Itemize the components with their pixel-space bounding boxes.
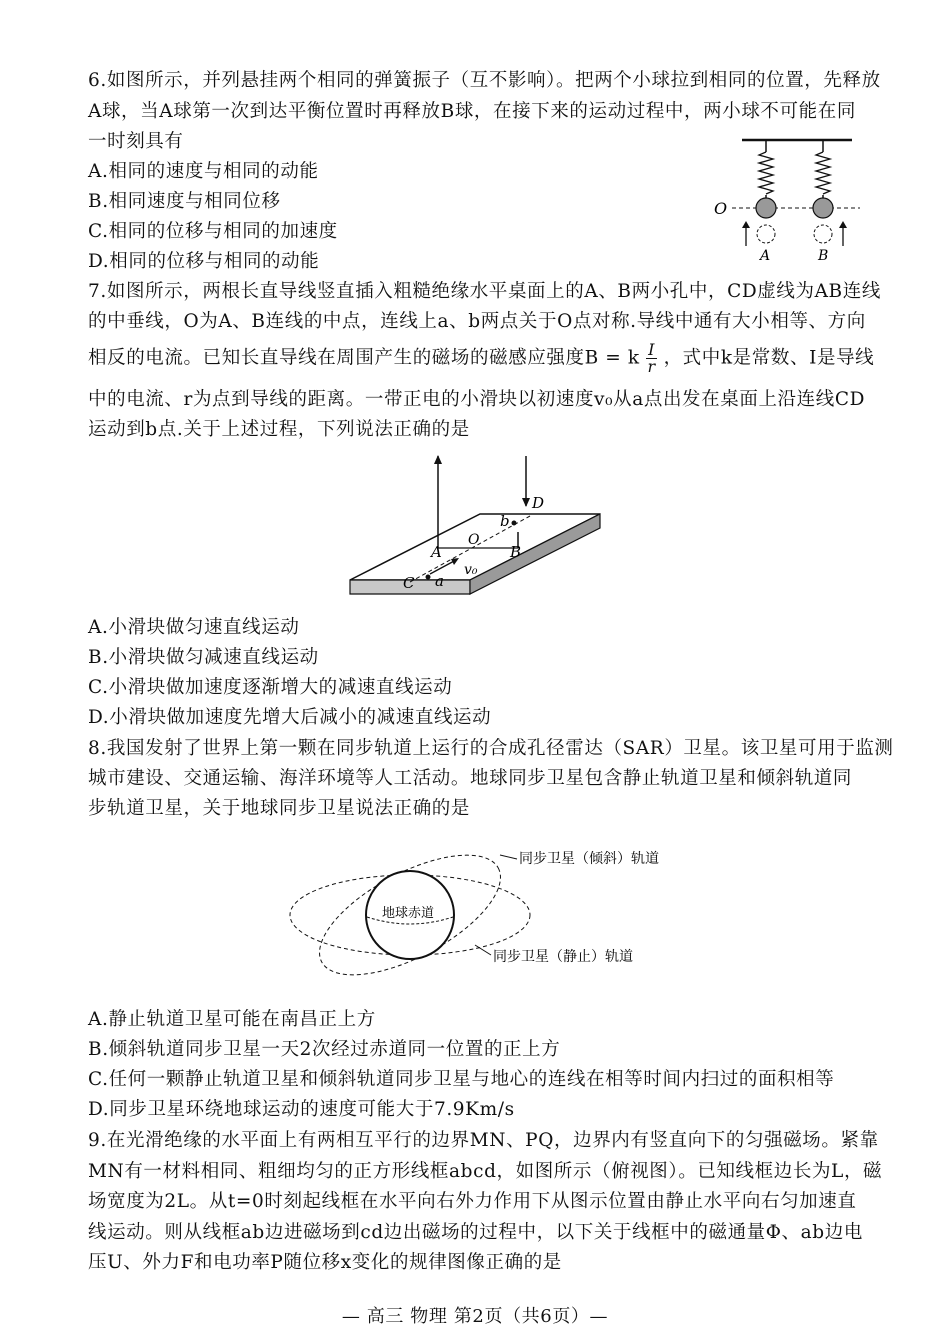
label-c: C [403, 574, 415, 592]
ball-b [813, 198, 833, 218]
label-stationary-orbit: 同步卫星（静止）轨道 [493, 949, 633, 965]
q6-line-2: A球，当A球第一次到达平衡位置时再释放B球，在接下来的运动过程中，两小球不可能在同 [88, 101, 856, 122]
q6-spring-figure [700, 128, 870, 268]
q6-option-b: B.相同速度与相同位移 [88, 191, 281, 212]
q8-line-1: 8.我国发射了世界上第一颗在同步轨道上运行的合成孔径雷达（SAR）卫星。该卫星可用于监测 [88, 738, 894, 759]
q8-option-b: B.倾斜轨道同步卫星一天2次经过赤道同一位置的正上方 [88, 1039, 561, 1060]
ball-a [756, 198, 776, 218]
q7-line-2: 的中垂线，O为A、B连线的中点，连线上a、b两点关于O点对称.导线中通有大小相等、方向 [88, 311, 866, 332]
q7-option-a: A.小滑块做匀速直线运动 [88, 617, 300, 638]
frac-numerator: I [648, 340, 656, 359]
q8-line-2: 城市建设、交通运输、海洋环境等人工活动。地球同步卫星包含静止轨道卫星和倾斜轨道同 [88, 768, 853, 789]
q7-line-3-post: ，式中k是常数、I是导线 [663, 347, 875, 369]
page-footer: — 高三 物理 第2页（共6页）— [341, 1306, 609, 1327]
label-d: D [532, 494, 545, 512]
q7-line-3 [88, 342, 874, 375]
spring-b [816, 152, 830, 194]
q8-option-c: C.任何一颗静止轨道卫星和倾斜轨道同步卫星与地心的连线在相等时间内扫过的面积相等 [88, 1069, 835, 1090]
q7-wire-table-figure [340, 452, 620, 612]
label-b: B [818, 248, 829, 264]
label-b-point: b [500, 512, 510, 530]
q7-line-5: 运动到b点.关于上述过程，下列说法正确的是 [88, 419, 470, 440]
label-equator: 地球赤道 [382, 906, 435, 921]
q8-line-3: 步轨道卫星，关于地球同步卫星说法正确的是 [88, 798, 471, 819]
q9-line-1: 9.在光滑绝缘的水平面上有两相互平行的边界MN、PQ，边界内有竖直向下的匀强磁场。紧靠 [88, 1130, 879, 1151]
q7-line-3-pre: 相反的电流。已知长直导线在周围产生的磁场的磁感应强度B = k [88, 347, 640, 369]
q8-option-d: D.同步卫星环绕地球运动的速度可能大于7.9Km/s [88, 1099, 515, 1120]
ball-a-start [757, 225, 775, 243]
spring-a [759, 152, 773, 194]
label-o: O [714, 199, 728, 218]
q9-line-4: 线运动。则从线框ab边进磁场到cd边出磁场的过程中，以下关于线框中的磁通量Φ、ab边电 [88, 1222, 863, 1243]
label-wire-b: B [510, 543, 522, 561]
q6-option-a: A.相同的速度与相同的动能 [88, 161, 319, 182]
label-inclined-orbit: 同步卫星（倾斜）轨道 [519, 851, 659, 867]
q6-line-1: 6.如图所示，并列悬挂两个相同的弹簧振子（互不影响）。把两个小球拉到相同的位置，先释放 [88, 70, 881, 91]
label-wire-a: A [431, 543, 442, 561]
q8-orbit-figure [285, 835, 685, 1005]
q7-option-b: B.小滑块做匀减速直线运动 [88, 647, 319, 668]
q9-line-3: 场宽度为2L。从t=0时刻起线框在水平向右外力作用下从图示位置由静止水平向右匀加速直 [88, 1191, 857, 1212]
q7-line-4: 中的电流、r为点到导线的距离。一带正电的小滑块以初速度v₀从a点出发在桌面上沿连线CD [88, 389, 866, 410]
label-a: A [760, 248, 771, 264]
q7-fraction [646, 342, 657, 375]
q6-option-c: C.相同的位移与相同的加速度 [88, 221, 338, 242]
label-o: O [468, 532, 480, 548]
q9-line-5: 压U、外力F和电功率P随位移x变化的规律图像正确的是 [88, 1252, 562, 1273]
label-a-point: a [435, 572, 444, 590]
q9-line-2: MN有一材料相同、粗细均匀的正方形线框abcd，如图所示（俯视图）。已知线框边长为L，磁 [88, 1161, 883, 1182]
frac-denominator: r [647, 357, 656, 376]
point-b [512, 521, 517, 526]
point-a [426, 575, 431, 580]
q7-option-c: C.小滑块做加速度逐渐增大的减速直线运动 [88, 677, 453, 698]
ball-b-start [814, 225, 832, 243]
label-v0: v₀ [464, 562, 478, 578]
q6-option-d: D.相同的位移与相同的动能 [88, 251, 320, 272]
q6-line-3: 一时刻具有 [88, 131, 184, 152]
q7-option-d: D.小滑块做加速度先增大后减小的减速直线运动 [88, 707, 492, 728]
q7-line-1: 7.如图所示，两根长直导线竖直插入粗糙绝缘水平桌面上的A、B两小孔中，CD虚线为AB连线 [88, 281, 881, 302]
q8-option-a: A.静止轨道卫星可能在南昌正上方 [88, 1009, 376, 1030]
